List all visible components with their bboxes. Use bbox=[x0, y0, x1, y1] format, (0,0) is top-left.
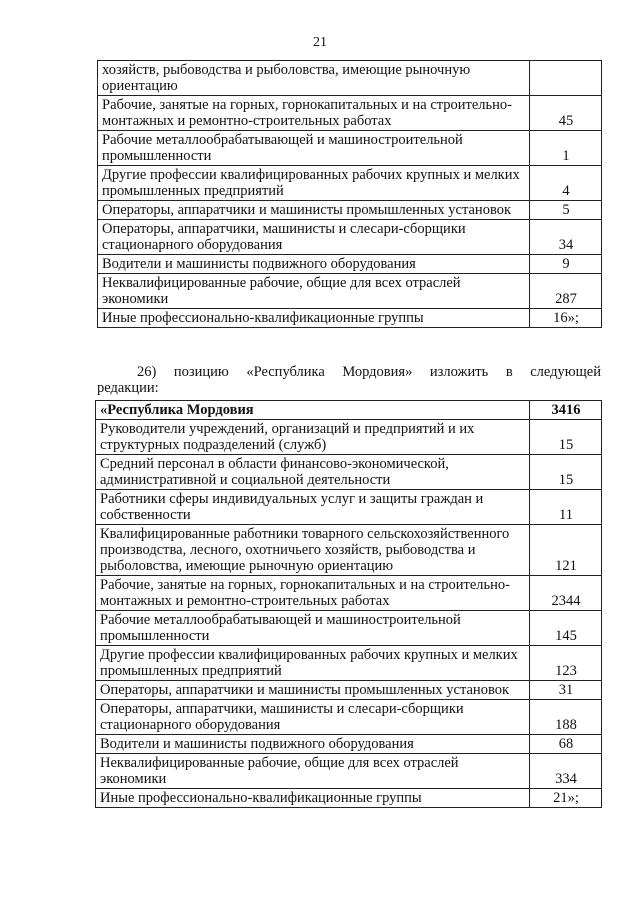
row-label: Водители и машинисты подвижного оборудования bbox=[96, 735, 530, 754]
row-value: 34 bbox=[530, 220, 602, 255]
row-value: 15 bbox=[530, 420, 602, 455]
row-label: Иные профессионально-квалификационные группы bbox=[96, 789, 530, 808]
paragraph-line: редакции: bbox=[97, 380, 159, 396]
table-row bbox=[98, 309, 602, 328]
amendment-paragraph bbox=[97, 364, 601, 396]
row-value: 334 bbox=[530, 754, 602, 789]
row-value: 123 bbox=[530, 646, 602, 681]
table-row bbox=[96, 525, 602, 576]
row-label: Другие профессии квалифицированных рабочих крупных и мелких промышленных предприятий bbox=[98, 166, 530, 201]
row-label: Неквалифицированные рабочие, общие для всех отраслей экономики bbox=[96, 754, 530, 789]
table-row bbox=[96, 420, 602, 455]
table-row bbox=[98, 166, 602, 201]
row-value bbox=[530, 61, 602, 96]
row-label: Неквалифицированные рабочие, общие для всех отраслей экономики bbox=[98, 274, 530, 309]
paragraph-word: изложить bbox=[429, 364, 489, 380]
region-total: 3416 bbox=[530, 401, 602, 420]
table-row bbox=[96, 646, 602, 681]
row-label: Квалифицированные работники товарного сельскохозяйственного производства, лесного, охотничьего хозяйств, рыбоводства и рыболовства, имеющие рыночную ориентацию bbox=[96, 525, 530, 576]
row-value: 9 bbox=[530, 255, 602, 274]
row-value: 5 bbox=[530, 201, 602, 220]
table-row bbox=[96, 789, 602, 808]
row-value: 21»; bbox=[530, 789, 602, 808]
paragraph-word: в bbox=[505, 364, 513, 380]
row-label: Рабочие металлообрабатывающей и машиностроительной промышленности bbox=[96, 611, 530, 646]
paragraph-word: позицию bbox=[173, 364, 229, 380]
row-label: Средний персонал в области финансово-экономической, административной и социальной деятельности bbox=[96, 455, 530, 490]
row-label: хозяйств, рыбоводства и рыболовства, имеющие рыночную ориентацию bbox=[98, 61, 530, 96]
region-title: «Республика Мордовия bbox=[96, 401, 530, 420]
row-label: Руководители учреждений, организаций и предприятий и их структурных подразделений (служб) bbox=[96, 420, 530, 455]
paragraph-line bbox=[97, 364, 601, 380]
row-label: Операторы, аппаратчики и машинисты промышленных установок bbox=[98, 201, 530, 220]
table-row bbox=[96, 490, 602, 525]
table-row bbox=[98, 255, 602, 274]
row-label: Операторы, аппаратчики, машинисты и слесари-сборщики стационарного оборудования bbox=[96, 700, 530, 735]
paragraph-word: «Республика bbox=[246, 364, 325, 380]
table-row bbox=[96, 681, 602, 700]
table-row bbox=[96, 611, 602, 646]
row-label: Работники сферы индивидуальных услуг и защиты граждан и собственности bbox=[96, 490, 530, 525]
table-row bbox=[98, 61, 602, 96]
paragraph-word: следующей bbox=[530, 364, 601, 380]
row-value: 121 bbox=[530, 525, 602, 576]
row-value: 15 bbox=[530, 455, 602, 490]
row-label: Рабочие металлообрабатывающей и машиностроительной промышленности bbox=[98, 131, 530, 166]
row-label: Рабочие, занятые на горных, горнокапитальных и на строительно-монтажных и ремонтно-строительных работах bbox=[98, 96, 530, 131]
row-value: 188 bbox=[530, 700, 602, 735]
row-value: 45 bbox=[530, 96, 602, 131]
table-row bbox=[98, 220, 602, 255]
page-number: 21 bbox=[313, 35, 327, 50]
paragraph-word: Мордовия» bbox=[342, 364, 413, 380]
table-row bbox=[98, 274, 602, 309]
row-label: Операторы, аппаратчики, машинисты и слесари-сборщики стационарного оборудования bbox=[98, 220, 530, 255]
row-value: 16»; bbox=[530, 309, 602, 328]
row-value: 31 bbox=[530, 681, 602, 700]
row-value: 287 bbox=[530, 274, 602, 309]
row-value: 2344 bbox=[530, 576, 602, 611]
row-label: Другие профессии квалифицированных рабочих крупных и мелких промышленных предприятий bbox=[96, 646, 530, 681]
table-row bbox=[98, 201, 602, 220]
table-row bbox=[98, 131, 602, 166]
row-label: Рабочие, занятые на горных, горнокапитальных и на строительно-монтажных и ремонтно-строительных работах bbox=[96, 576, 530, 611]
row-value: 1 bbox=[530, 131, 602, 166]
row-label: Операторы, аппаратчики и машинисты промышленных установок bbox=[96, 681, 530, 700]
row-label: Иные профессионально-квалификационные группы bbox=[98, 309, 530, 328]
table-header-row bbox=[96, 401, 602, 420]
row-value: 4 bbox=[530, 166, 602, 201]
row-value: 68 bbox=[530, 735, 602, 754]
continued-table bbox=[97, 60, 602, 328]
paragraph-word: 26) bbox=[137, 364, 157, 380]
table-row bbox=[96, 576, 602, 611]
row-label: Водители и машинисты подвижного оборудования bbox=[98, 255, 530, 274]
table-row bbox=[98, 96, 602, 131]
row-value: 145 bbox=[530, 611, 602, 646]
table-row bbox=[96, 735, 602, 754]
table-row bbox=[96, 455, 602, 490]
mordovia-table bbox=[95, 400, 602, 808]
row-value: 11 bbox=[530, 490, 602, 525]
table-row bbox=[96, 700, 602, 735]
table-row bbox=[96, 754, 602, 789]
